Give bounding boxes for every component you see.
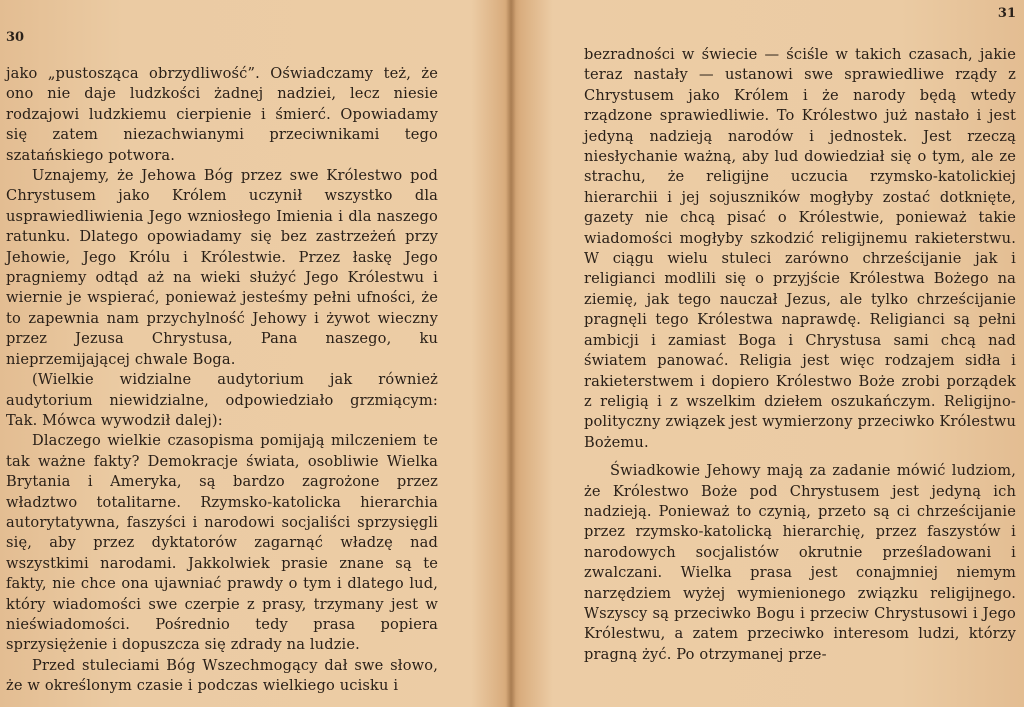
paragraph: Dlaczego wielkie czasopisma pomijają milczeniem te tak ważne fakty? Demokracje świata, osobliwie Wielka Brytania i Ameryka, są bardzo zagrożone przez władztwo totalitarne. Rzymsko-katolicka hierarchia autorytatywna, faszyści i narodowi socjaliści sprzysięgli się, aby przez dyktatorów zagarnąć władzę nad wszystkimi narodami. Jakkolwiek prasie znane są te fakty, nie chce ona ujawniać prawdy o tym i dlatego lud, który wiadomości swe czerpie z prasy, trzymany jest w nieświadomości. Pośrednio tedy prasa popiera sprzysiężenie i dopuszcza się zdrady na ludzie.: [6, 432, 438, 654]
right-page-text: [584, 45, 1016, 665]
right-page: [516, 0, 1024, 707]
paragraph: jako „pustosząca obrzydliwość”. Oświadczamy też, że ono nie daje ludzkości żadnej nadziei, lecz niesie rodzajowi ludzkiemu cierpienie i śmierć. Opowiadamy się zatem niezachwianymi przeciwnikami tego szatańskiego potwora.: [6, 65, 438, 164]
paragraph: Świadkowie Jehowy mają za zadanie mówić ludziom, że Królestwo Boże pod Chrystusem jest jedyną ich nadzieją. Ponieważ to czynią, przeto są ci chrześcijanie przez rzymsko-katolicką hierarchię, przez faszystów i narodowych socjalistów okrutnie prześladowani i zwalczani. Wielka prasa jest conajmniej niemym narzędziem wyżej wymienionego związku religijnego. Wszyscy są przeciwko Bogu i przeciw Chrystusowi i Jego Królestwu, a zatem przeciwko interesom ludzi, którzy pragną żyć. Po otrzymanej prze-: [584, 462, 1016, 663]
paragraph: Przed stuleciami Bóg Wszechmogący dał swe słowo, że w określonym czasie i podczas wielkiego ucisku i: [6, 656, 438, 695]
page-number-right: 31: [997, 6, 1016, 21]
paragraph: (Wielkie widzialne audytorium jak również audytorium niewidzialne, odpowiedziało grzmiącym: Tak. Mówca wywodził dalej):: [6, 371, 438, 429]
page-number-left: 30: [6, 30, 25, 45]
paragraph: Uznajemy, że Jehowa Bóg przez swe Królestwo pod Chrystusem jako Królem uczynił wszystko dla usprawiedliwienia Jego wzniosłego Imienia i dla naszego ratunku. Dlatego opowiadamy się bez zastrzeżeń przy Jehowie, Jego Królu i Królestwie. Przez łaskę Jego pragniemy odtąd aż na wieki służyć Jego Królestwu i wiernie je wspierać, ponieważ jesteśmy pełni ufności, że to zapewnia nam przychylność Jehowy i żywot wieczny przez Jezusa Chrystusa, Pana naszego, ku nieprzemijającej chwale Boga.: [6, 167, 438, 368]
left-page: [0, 0, 508, 707]
left-page-text: [6, 64, 438, 697]
paragraph: bezradności w świecie — ściśle w takich czasach, jakie teraz nastały — ustanowi swe sprawiedliwe rządy z Chrystusem jako Królem i że narody będą wtedy rządzone sprawiedliwie. To Królestwo już nastało i jest jedyną nadzieją narodów i jednostek. Jest rzeczą niesłychanie ważną, aby lud dowiedział się o tym, ale ze strachu, że religijne uczucia rzymsko-katolickiej hierarchii i jej sojuszników mogłyby zostać dotknięte, gazety nie chcą pisać o Królestwie, ponieważ takie wiadomości mogłyby szkodzić religijnemu rakieterstwu. W ciągu wielu stuleci zarówno chrześcijanie jak i religianci modlili się o przyjście Królestwa Bożego na ziemię, jak tego nauczał Jezus, ale tylko chrześcijanie pragnęli tego Królestwa naprawdę. Religianci są pełni ambicji i zamiast Boga i Chrystusa sami chcą nad światem panować. Religia jest więc rodzajem sidła i rakieterstwem i dopiero Królestwo Boże zrobi porządek z religią i z wszelkim dziełem oszukańczym. Religijno-polityczny związek jest wymierzony przeciwko Królestwu Bożemu.: [584, 46, 1016, 451]
book-gutter: [506, 0, 516, 707]
